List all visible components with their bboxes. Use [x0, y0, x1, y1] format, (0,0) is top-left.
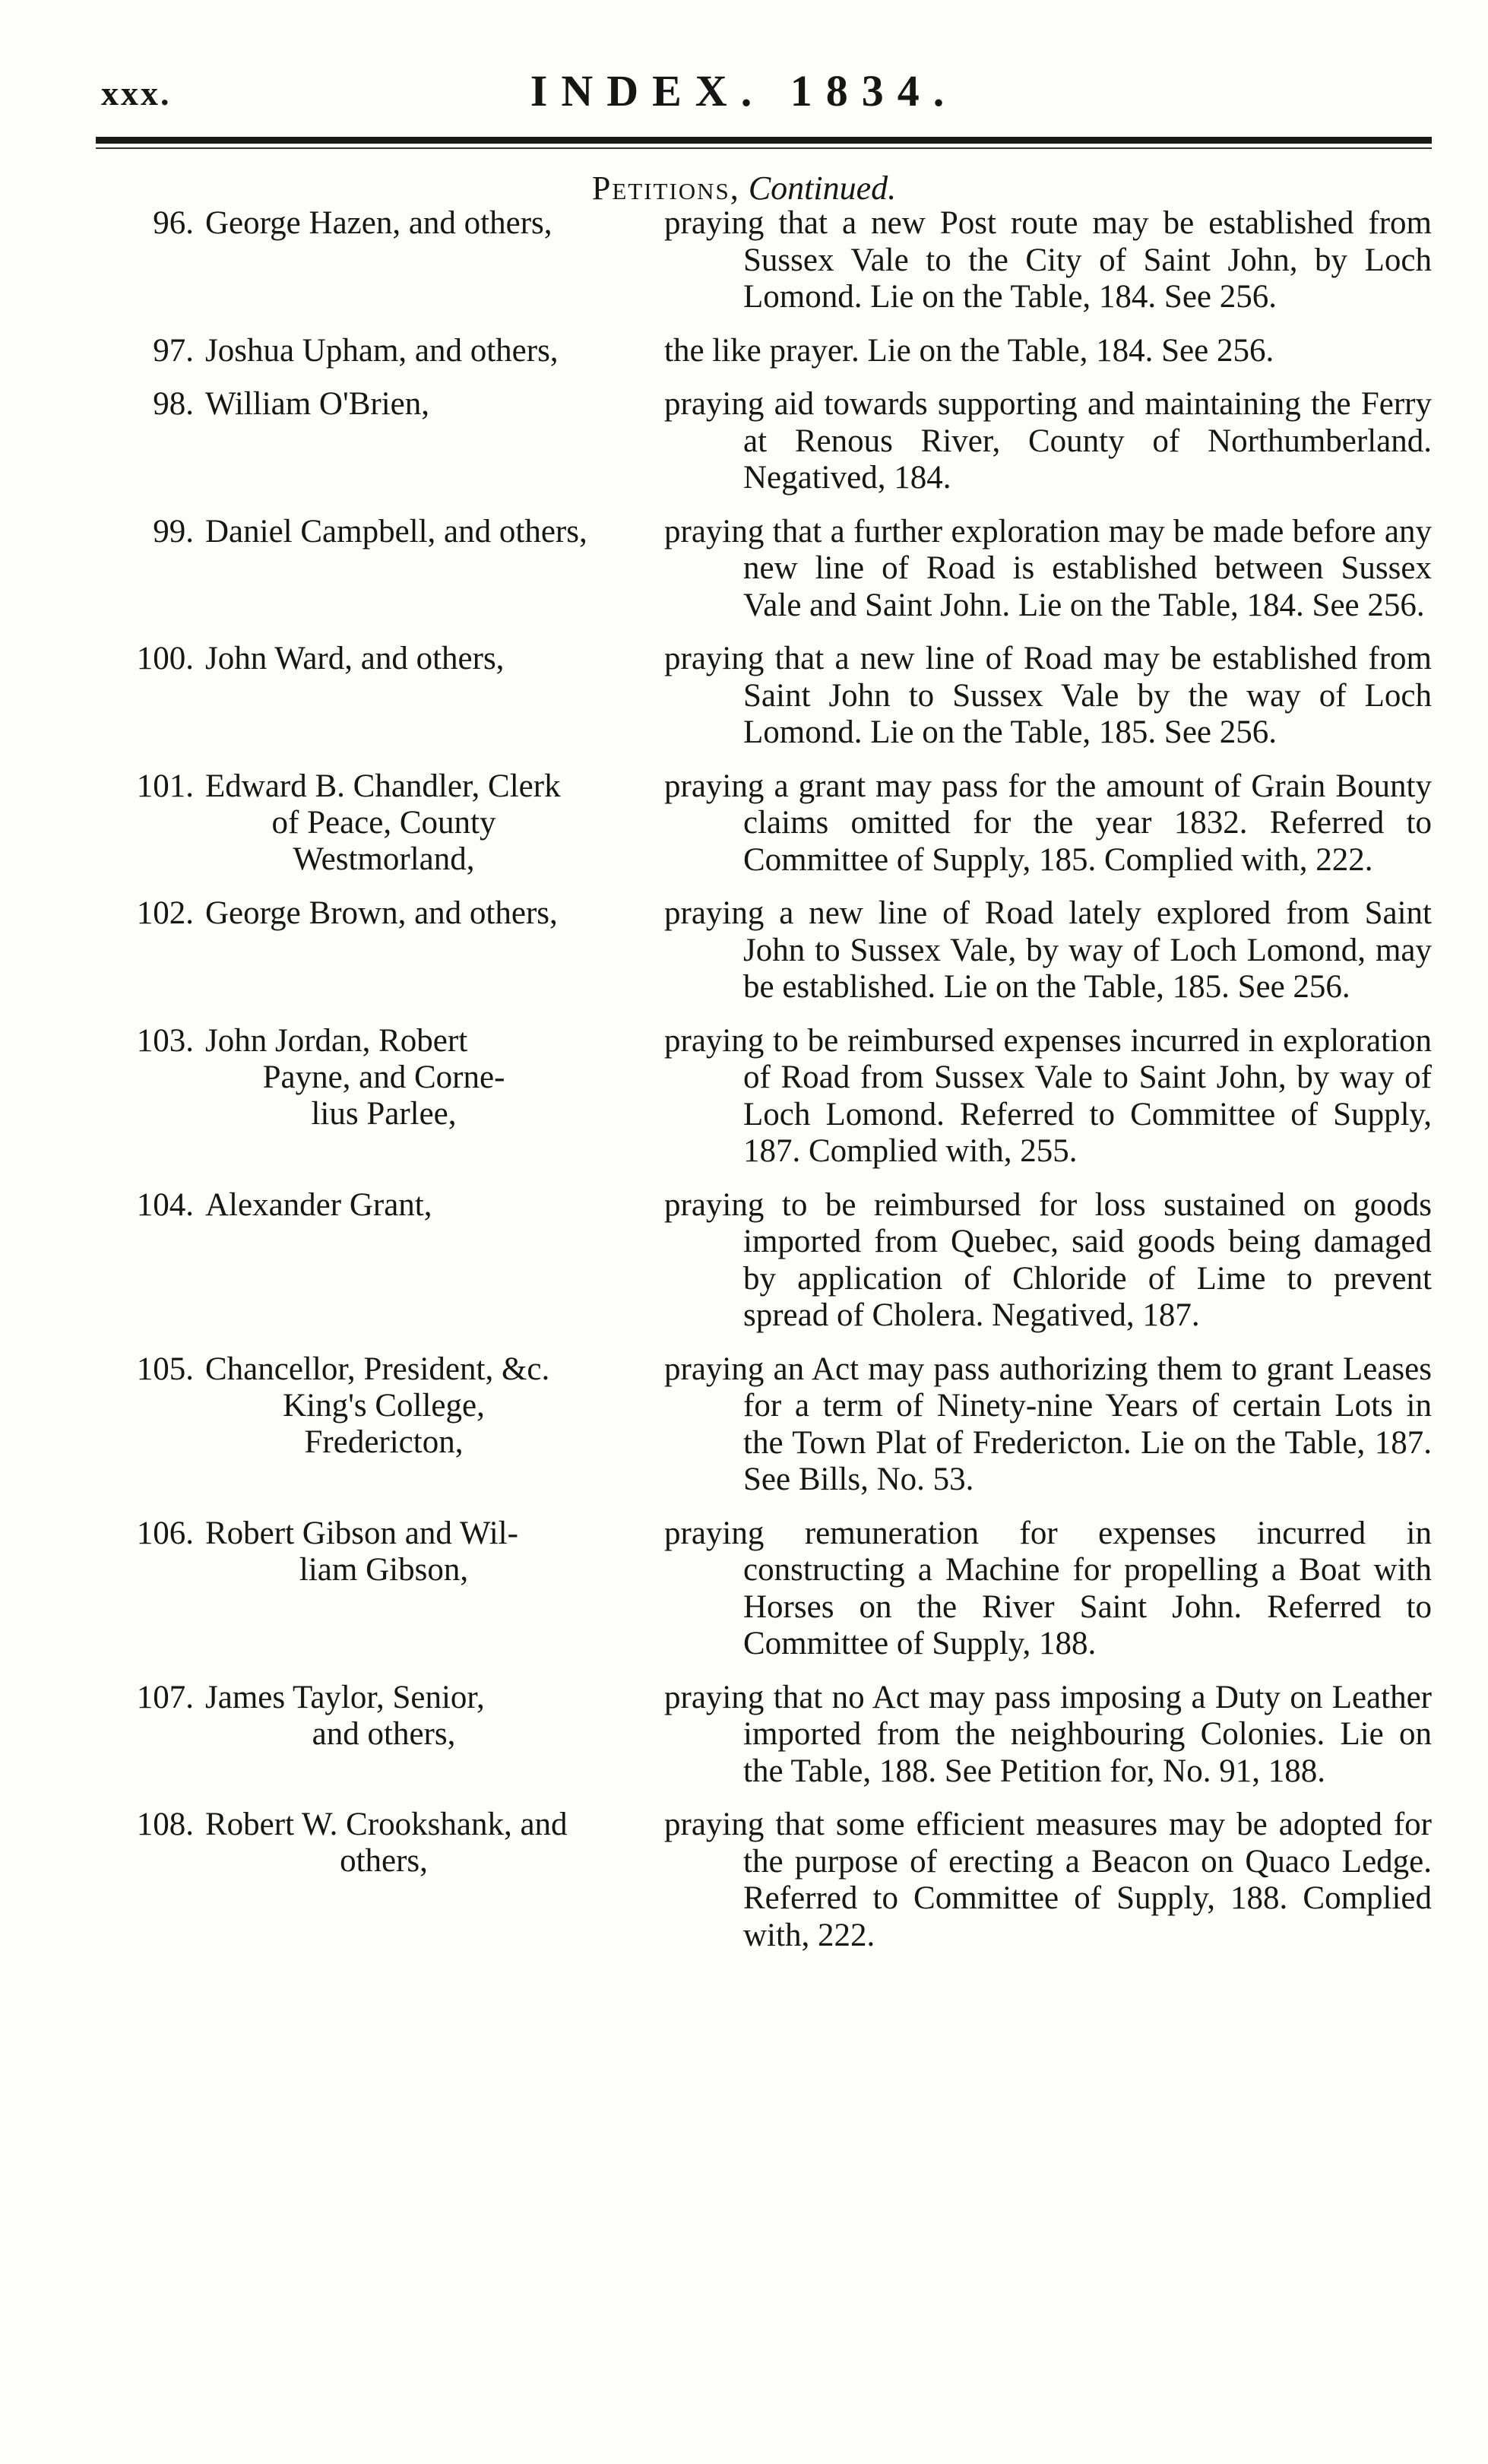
- petition-entry: [0, 205, 1488, 316]
- petition-number: 104.: [136, 1186, 194, 1223]
- petition-number: 97.: [153, 332, 194, 369]
- petitioner-name: [205, 333, 646, 369]
- petitioner-name-line: Joshua Upham, and others,: [205, 332, 559, 369]
- petitioner-name: [205, 1680, 646, 1753]
- petition-entry: [0, 641, 1488, 752]
- petition-entry: [0, 386, 1488, 497]
- section-continued: Continued.: [748, 169, 897, 207]
- petitioner-name-line: Daniel Campbell, and others,: [205, 513, 587, 549]
- petition-number: 96.: [153, 205, 194, 241]
- petition-number: 107.: [136, 1679, 194, 1715]
- petition-description: praying a new line of Road lately explored from Saint John to Sussex Vale, by way of Loch Lomond, may be established. Lie on the Table, 185. See 256.: [664, 895, 1432, 1005]
- petition-entry: [0, 1023, 1488, 1170]
- petitioner-name-line: Edward B. Chandler, Clerk: [205, 768, 561, 804]
- page-number: xxx.: [101, 74, 172, 112]
- petitioner-name-line: George Brown, and others,: [205, 895, 558, 931]
- petition-number: 105.: [136, 1351, 194, 1387]
- petitioner-name: [205, 1515, 646, 1588]
- petition-entry: [0, 1807, 1488, 1954]
- petition-number: 106.: [136, 1515, 194, 1551]
- petition-number: 101.: [136, 768, 194, 804]
- petitioner-name: [205, 1023, 646, 1132]
- petition-number: 99.: [153, 513, 194, 549]
- petitioner-name-line: and others,: [312, 1715, 456, 1752]
- petition-description: praying aid towards supporting and maintaining the Ferry at Renous River, County of Northumberland. Negatived, 184.: [664, 386, 1432, 496]
- petitioner-name-line: James Taylor, Senior,: [205, 1679, 485, 1715]
- petitioner-name-line: Westmorland,: [293, 841, 475, 877]
- petition-entry: [0, 1680, 1488, 1791]
- petition-description: praying to be reimbursed for loss sustained on goods imported from Quebec, said goods being damaged by application of Chloride of Lime to prevent spread of Cholera. Negatived, 187.: [664, 1186, 1432, 1333]
- petition-description: praying that a new line of Road may be established from Saint John to Sussex Vale by the way of Loch Lomond. Lie on the Table, 185. See 256.: [664, 641, 1432, 750]
- petitioner-name-line: Fredericton,: [304, 1424, 464, 1460]
- petitioner-name: [205, 1351, 646, 1461]
- petition-description: praying an Act may pass authorizing them to grant Leases for a term of Ninety-nine Years of certain Lots in the Town Plat of Fredericton. Lie on the Table, 187. See Bills, No. 53.: [664, 1351, 1432, 1497]
- petition-number: 103.: [136, 1022, 194, 1059]
- header-rule-thin: [96, 147, 1432, 149]
- petition-description: the like prayer. Lie on the Table, 184. See 256.: [664, 332, 1274, 369]
- page-header: [0, 0, 1488, 152]
- petitioner-name-line: King's College,: [283, 1387, 485, 1424]
- petition-entry: [0, 333, 1488, 370]
- petitioner-name-line: George Hazen, and others,: [205, 205, 552, 241]
- petition-number: 108.: [136, 1807, 194, 1842]
- petitioner-name-line: Robert Gibson and Wil-: [205, 1515, 518, 1551]
- petition-number: 100.: [136, 641, 194, 676]
- petition-description: praying that a new Post route may be established from Sussex Vale to the City of Saint John, by Loch Lomond. Lie on the Table, 184. See 256.: [664, 205, 1432, 315]
- running-title: INDEX. 1834.: [530, 66, 958, 116]
- petition-entry: [0, 1187, 1488, 1335]
- petitioner-name-line: of Peace, County: [271, 804, 496, 841]
- petitioner-name: [205, 205, 646, 242]
- petition-entry: [0, 514, 1488, 625]
- petitioner-name-line: John Ward, and others,: [205, 641, 505, 676]
- petitioner-name: [205, 895, 646, 932]
- petition-entry: [0, 1351, 1488, 1499]
- petition-description: praying to be reimbursed expenses incurred in exploration of Road from Sussex Vale to Saint John, by way of Loch Lomond. Referred to Committee of Supply, 187. Complied with, 255.: [664, 1022, 1432, 1169]
- petitioner-name-line: Payne, and Corne-: [262, 1059, 505, 1095]
- petition-description: praying a grant may pass for the amount of Grain Bounty claims omitted for the year 1832. Referred to Committee of Supply, 185. Complied with, 222.: [664, 768, 1432, 878]
- petitioner-name-line: William O'Brien,: [205, 386, 430, 422]
- petition-number: 102.: [136, 895, 194, 931]
- petition-number: 98.: [153, 386, 194, 422]
- petitioner-name-line: others,: [340, 1843, 428, 1879]
- petitioner-name: [205, 768, 646, 878]
- petitioner-name: [205, 386, 646, 423]
- petitioner-name: [205, 1807, 646, 1880]
- petition-entry: [0, 895, 1488, 1006]
- petitioner-name-line: Chancellor, President, &c.: [205, 1351, 550, 1387]
- petitioner-name-line: lius Parlee,: [311, 1095, 457, 1132]
- petitioner-name-line: Alexander Grant,: [205, 1186, 432, 1223]
- section-title: [0, 169, 1488, 207]
- header-rule-thick: [96, 137, 1432, 144]
- petitioner-name: [205, 514, 646, 550]
- petition-list: [0, 205, 1488, 1971]
- petition-entry: [0, 1515, 1488, 1663]
- section-name: Petitions,: [591, 169, 740, 207]
- petition-description: praying that no Act may pass imposing a Duty on Leather imported from the neighbouring Colonies. Lie on the Table, 188. See Petition for, No. 91, 188.: [664, 1679, 1432, 1789]
- petition-description: praying that a further exploration may be made before any new line of Road is established between Sussex Vale and Saint John. Lie on the Table, 184. See 256.: [664, 513, 1432, 623]
- petitioner-name-line: Robert W. Crookshank, and: [205, 1807, 568, 1842]
- petitioner-name-line: John Jordan, Robert: [205, 1022, 468, 1059]
- petitioner-name: [205, 1187, 646, 1224]
- petitioner-name: [205, 641, 646, 677]
- petition-description: praying that some efficient measures may be adopted for the purpose of erecting a Beacon on Quaco Ledge. Referred to Committee of Supply, 188. Complied with, 222.: [664, 1807, 1432, 1953]
- petition-entry: [0, 768, 1488, 879]
- petition-description: praying remuneration for expenses incurred in constructing a Machine for propelling a Boat with Horses on the River Saint John. Referred to Committee of Supply, 188.: [664, 1515, 1432, 1661]
- petitioner-name-line: liam Gibson,: [299, 1551, 469, 1588]
